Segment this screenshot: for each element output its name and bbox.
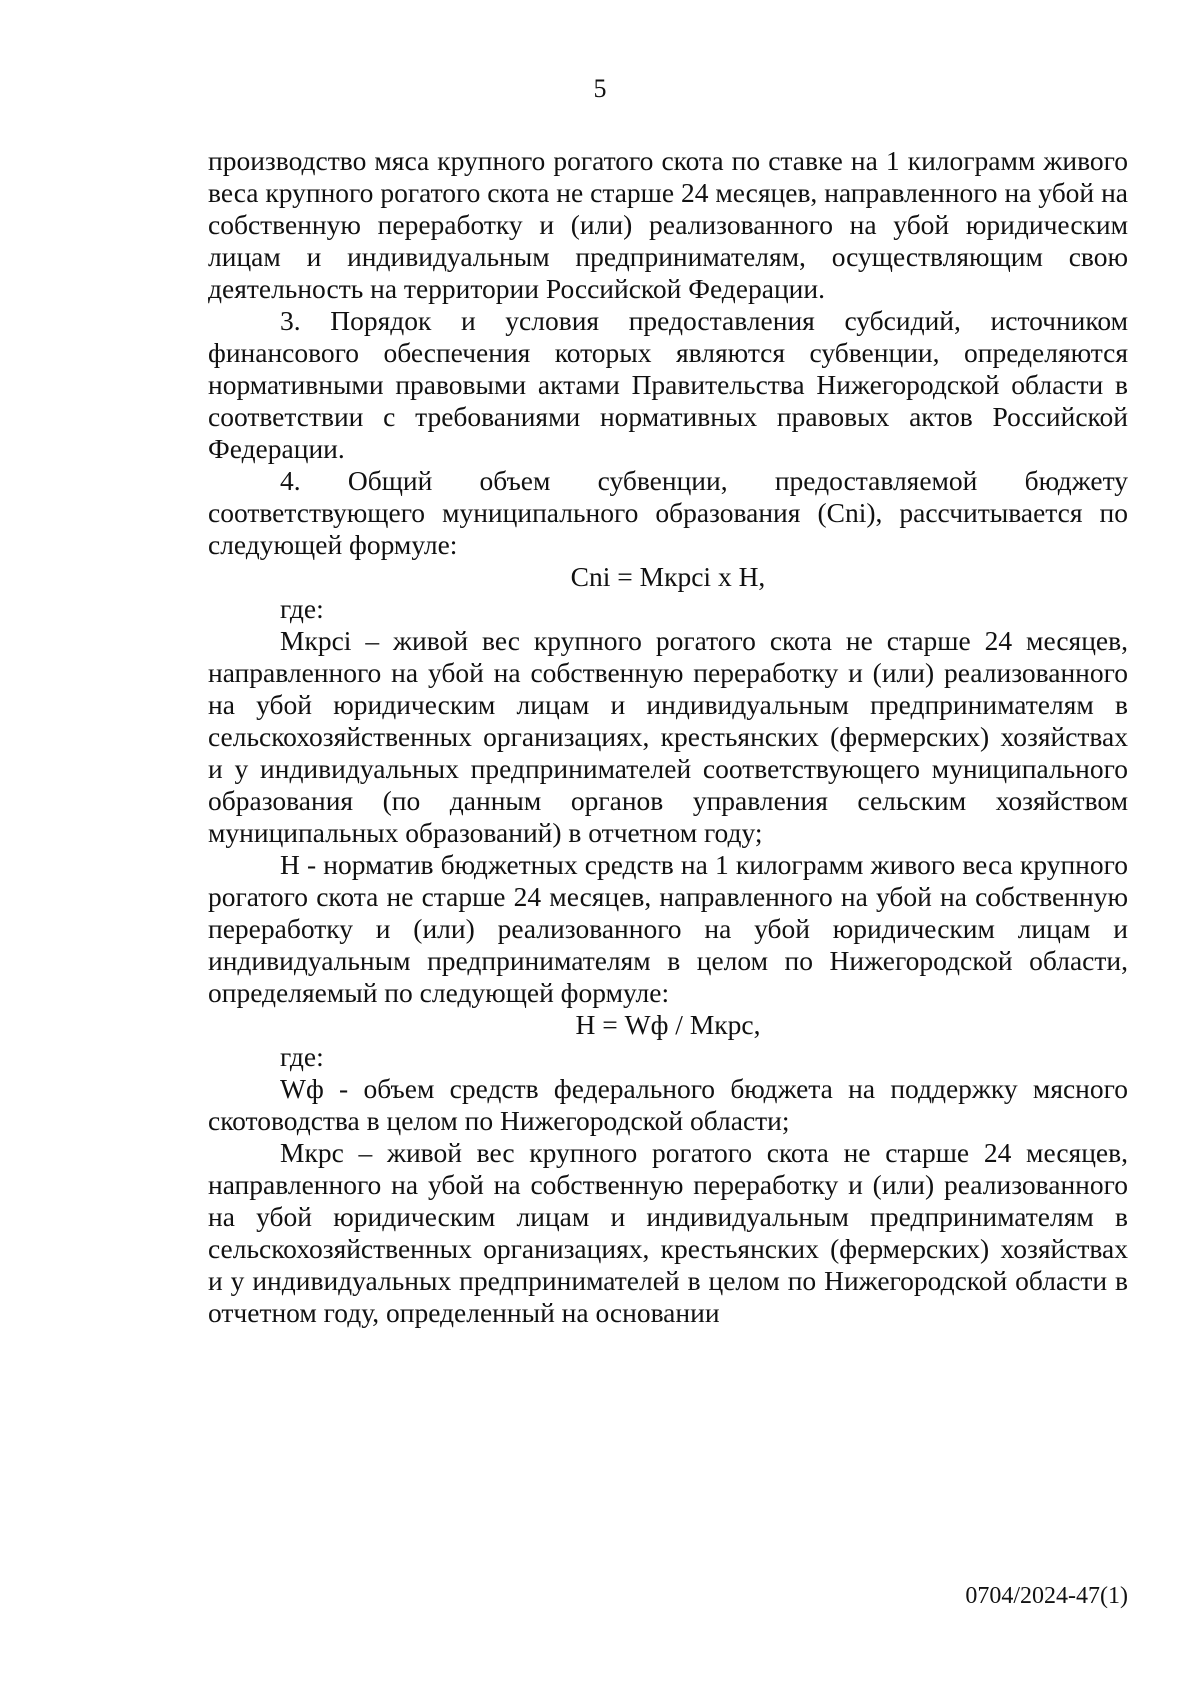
paragraph-3: 3. Порядок и условия предоставления субсидий, источником финансового обеспечения которых являются субвенции, определяются нормативными правовыми актами Правительства Нижегородской области в соответствии с требованиями нормативных правовых актов Российской Федерации. bbox=[208, 305, 1128, 464]
paragraph-continuation: производство мяса крупного рогатого скота по ставке на 1 килограмм живого веса крупного рогатого скота не старше 24 месяцев, направленного на убой на собственную переработку и (или) реализованного на убой юридическим лицам и индивидуальным предпринимателям, осуществляющим свою деятельность на территории Российской Федерации. bbox=[208, 145, 1128, 304]
paragraph-4: 4. Общий объем субвенции, предоставляемой бюджету соответствующего муниципального образования (Cni), рассчитывается по следующей формуле: bbox=[208, 465, 1128, 560]
document-body bbox=[208, 145, 1128, 1329]
formula-n: Н = Wф / Мкрс, bbox=[575, 1009, 761, 1040]
where-label: где: bbox=[280, 593, 324, 624]
definition-mkrsi: Мкрсi – живой вес крупного рогатого скота не старше 24 месяцев, направленного на убой на собственную переработку и (или) реализованного на убой юридическим лицам и индивидуальным предпринимателям в сельскохозяйственных организациях, крестьянских (фермерских) хозяйствах и у индивидуальных предпринимателей соответствующего муниципального образования (по данным органов управления сельским хозяйством муниципальных образований) в отчетном году; bbox=[208, 625, 1128, 848]
document-code: 0704/2024-47(1) bbox=[965, 1583, 1128, 1609]
definition-wf: Wф - объем средств федерального бюджета на поддержку мясного скотоводства в целом по Нижегородской области; bbox=[208, 1073, 1128, 1136]
where-label: где: bbox=[280, 1041, 324, 1072]
page-number: 5 bbox=[593, 74, 607, 103]
definition-n: Н - норматив бюджетных средств на 1 килограмм живого веса крупного рогатого скота не старше 24 месяцев, направленного на убой на собственную переработку и (или) реализованного на убой юридическим лицам и индивидуальным предпринимателям в целом по Нижегородской области, определяемый по следующей формуле: bbox=[208, 849, 1128, 1008]
formula-cni: Cni = Мкрсi х Н, bbox=[570, 561, 766, 592]
definition-mkrs: Мкрс – живой вес крупного рогатого скота не старше 24 месяцев, направленного на убой на собственную переработку и (или) реализованного на убой юридическим лицам и индивидуальным предпринимателям в сельскохозяйственных организациях, крестьянских (фермерских) хозяйствах и у индивидуальных предпринимателей в целом по Нижегородской области в отчетном году, определенный на основании bbox=[208, 1137, 1128, 1328]
